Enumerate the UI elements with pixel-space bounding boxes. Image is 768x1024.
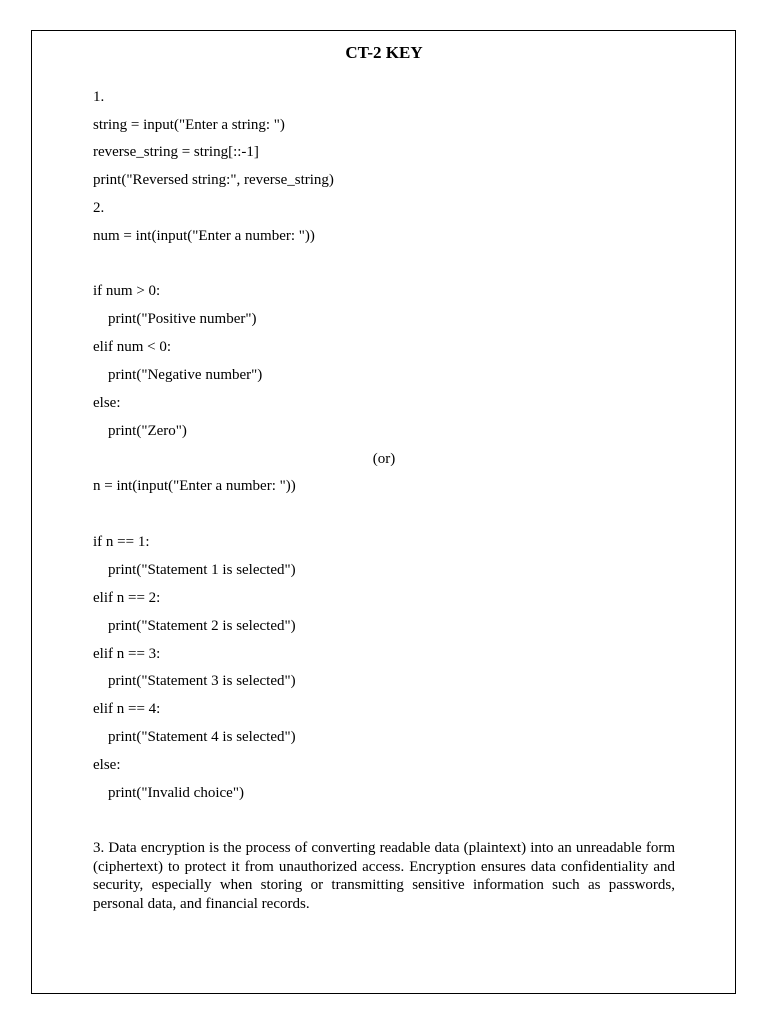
question-1-number: 1.: [93, 89, 105, 105]
code-line: print("Statement 2 is selected"): [108, 618, 296, 634]
or-separator: (or): [372, 451, 396, 467]
code-line: elif n == 4:: [93, 701, 161, 717]
code-line: print("Negative number"): [108, 367, 263, 383]
code-line: elif n == 3:: [93, 646, 161, 662]
code-line: if n == 1:: [93, 534, 150, 550]
code-line: if num > 0:: [93, 283, 161, 299]
code-line: print("Statement 1 is selected"): [108, 562, 296, 578]
code-line: num = int(input("Enter a number: ")): [93, 228, 315, 244]
code-line: reverse_string = string[::-1]: [93, 144, 259, 160]
code-line: string = input("Enter a string: "): [93, 117, 285, 133]
code-line: print("Invalid choice"): [108, 785, 244, 801]
code-line: print("Statement 4 is selected"): [108, 729, 296, 745]
document-title: CT-2 KEY: [345, 43, 423, 62]
code-line: n = int(input("Enter a number: ")): [93, 478, 296, 494]
code-line: print("Reversed string:", reverse_string): [93, 172, 334, 188]
code-line: else:: [93, 757, 121, 773]
code-line: elif num < 0:: [93, 339, 172, 355]
code-line: print("Statement 3 is selected"): [108, 673, 296, 689]
code-line: elif n == 2:: [93, 590, 161, 606]
code-line: print("Positive number"): [108, 311, 257, 327]
question-2-number: 2.: [93, 200, 105, 216]
question-3-answer: 3. Data encryption is the process of converting readable data (plaintext) into an unreadable form (ciphertext) to protect it from unauthorized access. Encryption ensures data confidentiality and security, especially when storing or transmitting sensitive information such as passwords, personal data, and financial records.: [93, 840, 675, 912]
code-line: else:: [93, 395, 121, 411]
code-line: print("Zero"): [108, 423, 187, 439]
